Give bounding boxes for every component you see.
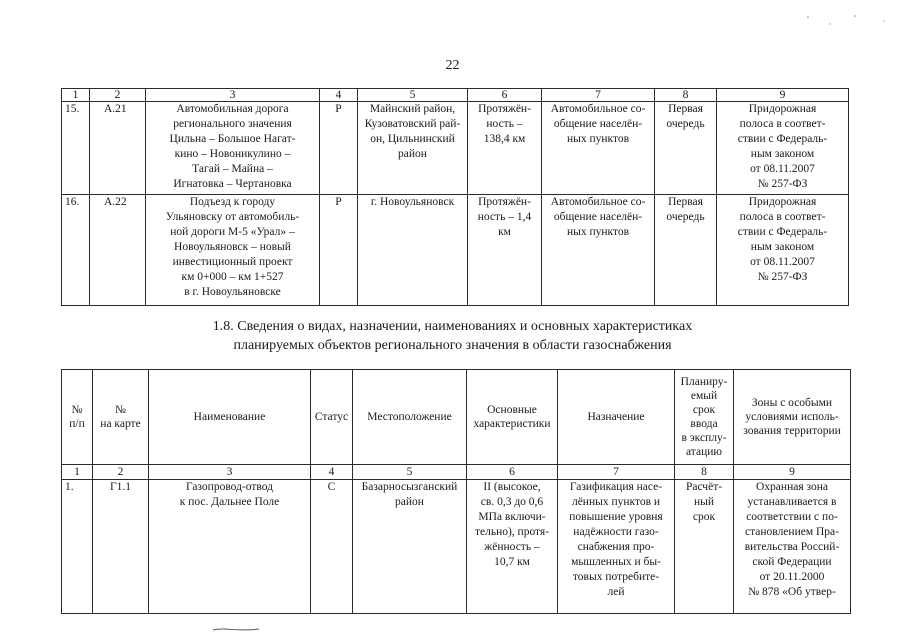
column-number: 8	[655, 89, 717, 102]
object-name	[146, 102, 320, 195]
text-line: Протяжён-	[478, 103, 531, 115]
text-line: ным законом	[750, 241, 815, 253]
section-title	[0, 317, 905, 355]
text-line: устанавливается в	[747, 496, 837, 508]
table2-column-numbers-row	[62, 465, 851, 480]
header-zones	[734, 370, 851, 465]
text-line: мышленных и бы-	[571, 556, 661, 568]
text-line: Придорожная	[748, 103, 817, 115]
object-status: С	[311, 480, 353, 614]
column-number: 9	[734, 465, 851, 480]
column-number: 9	[717, 89, 849, 102]
object-characteristics	[468, 195, 542, 306]
text-line: км 0+000 – км 1+527	[181, 271, 284, 283]
text-line: Игнатовка – Чертановка	[173, 178, 292, 190]
object-characteristics	[467, 480, 558, 614]
object-status: Р	[320, 102, 358, 195]
gas-supply-table	[61, 369, 851, 614]
text-line: ской Федерации	[752, 556, 832, 568]
text-line: срок	[692, 511, 716, 523]
text-line: надёжности газо-	[573, 526, 659, 538]
header-purpose	[558, 370, 675, 465]
text-line: район	[398, 148, 427, 160]
object-status: Р	[320, 195, 358, 306]
text-line: Тагай – Майна –	[192, 163, 273, 175]
text-line: общение населён-	[553, 211, 643, 223]
text-line: II (высокое,	[483, 481, 541, 493]
text-line: общение населён-	[553, 118, 643, 130]
text-line: Автомобильное со-	[550, 103, 646, 115]
text-line: ных пунктов	[566, 133, 630, 145]
object-term	[675, 480, 734, 614]
text-line: Наименование	[193, 411, 266, 423]
object-location	[353, 480, 467, 614]
column-number: 4	[320, 89, 358, 102]
text-line: Майнский район,	[369, 103, 456, 115]
object-location	[358, 195, 468, 306]
text-line: емый	[690, 390, 718, 402]
scan-artifact-mark	[213, 626, 259, 633]
column-number: 5	[353, 465, 467, 480]
text-line: очередь	[666, 211, 705, 223]
text-line: МПа включи-	[478, 511, 546, 523]
object-purpose	[558, 480, 675, 614]
column-number: 1	[62, 89, 90, 102]
text-line: ной дороги М-5 «Урал» –	[170, 226, 295, 238]
text-line: от 08.11.2007	[750, 163, 815, 175]
text-line: № 878 «Об утвер-	[748, 586, 836, 598]
text-line: Придорожная	[748, 196, 817, 208]
text-line: от 08.11.2007	[750, 256, 815, 268]
text-line: Протяжён-	[478, 196, 531, 208]
text-line: жённость –	[484, 541, 540, 553]
text-line: лённых пунктов и	[571, 496, 661, 508]
text-line: ствии с Федераль-	[737, 226, 828, 238]
text-line: атацию	[686, 446, 722, 458]
row-number: 15.	[62, 102, 90, 195]
object-name	[146, 195, 320, 306]
text-line: регионального значения	[173, 118, 292, 130]
text-line: Автомобильное со-	[550, 196, 646, 208]
column-number: 2	[90, 89, 146, 102]
section-title-line: планируемых объектов регионального значения в области газоснабжения	[233, 338, 672, 353]
text-line: Основные	[487, 404, 537, 416]
roads-table	[61, 88, 849, 306]
text-line: он, Цильнинский	[370, 133, 455, 145]
object-stage	[655, 102, 717, 195]
table-row	[62, 480, 851, 614]
text-line: к пос. Дальнее Поле	[179, 496, 280, 508]
object-stage	[655, 195, 717, 306]
text-line: ность –	[486, 118, 523, 130]
text-line: очередь	[666, 118, 705, 130]
text-line: товых потребите-	[572, 571, 660, 583]
text-line: повышение уровня	[569, 511, 663, 523]
object-purpose	[542, 102, 655, 195]
column-number: 7	[542, 89, 655, 102]
text-line: на карте	[100, 418, 141, 430]
object-zones	[734, 480, 851, 614]
text-line: ным законом	[750, 148, 815, 160]
text-line: ность – 1,4 км	[477, 211, 532, 238]
text-line: условиями исполь-	[745, 411, 839, 423]
column-number: 5	[358, 89, 468, 102]
row-number: 16.	[62, 195, 90, 306]
text-line: Планиру-	[680, 376, 728, 388]
text-line: Новоульяновск – новый	[174, 241, 291, 253]
column-number: 4	[311, 465, 353, 480]
text-line: Расчёт-	[685, 481, 723, 493]
text-line: тельно), протя-	[474, 526, 550, 538]
text-line: срок	[692, 404, 716, 416]
text-line: 10,7 км	[494, 556, 530, 568]
text-line: Газификация насе-	[569, 481, 663, 493]
column-number: 3	[149, 465, 311, 480]
table-row	[62, 195, 849, 306]
text-line: полоса в соответ-	[739, 211, 826, 223]
text-line: Охранная зона	[756, 481, 828, 493]
text-line: №	[71, 404, 83, 416]
text-line: Первая	[668, 196, 703, 208]
header-location	[353, 370, 467, 465]
header-term	[675, 370, 734, 465]
header-status	[311, 370, 353, 465]
page-number: 22	[445, 58, 460, 73]
object-zones	[717, 195, 849, 306]
text-line: 138,4 км	[483, 133, 526, 145]
object-code: А.21	[90, 102, 146, 195]
column-number: 3	[146, 89, 320, 102]
column-number: 6	[468, 89, 542, 102]
column-number: 1	[62, 465, 93, 480]
text-line: в эксплу-	[681, 432, 727, 444]
column-number: 6	[467, 465, 558, 480]
text-line: ный	[693, 496, 715, 508]
text-line: Цильна – Большое Нагат-	[169, 133, 296, 145]
object-name	[149, 480, 311, 614]
table2-header-row	[62, 370, 851, 465]
text-line: лей	[607, 586, 625, 598]
map-code: Г1.1	[93, 480, 149, 614]
text-line: п/п	[69, 418, 85, 430]
object-characteristics	[468, 102, 542, 195]
header-name	[149, 370, 311, 465]
text-line: Кузоватовский рай-	[364, 118, 461, 130]
scan-artifact-dots	[800, 12, 890, 62]
text-line: №	[115, 404, 126, 416]
text-line: от 20.11.2000	[759, 571, 825, 583]
header-num	[62, 370, 93, 465]
text-line: Местоположение	[367, 411, 452, 423]
text-line: кино – Новоникулино –	[174, 148, 291, 160]
object-purpose	[542, 195, 655, 306]
text-line: ных пунктов	[566, 226, 630, 238]
text-line: ввода	[690, 418, 718, 430]
text-line: район	[395, 496, 424, 508]
text-line: № 257-ФЗ	[757, 178, 808, 190]
text-line: Назначение	[587, 411, 645, 423]
column-number: 7	[558, 465, 675, 480]
text-line: характеристики	[473, 418, 551, 430]
text-line: Первая	[668, 103, 703, 115]
table1-column-numbers-row	[62, 89, 849, 102]
text-line: св. 0,3 до 0,6	[480, 496, 544, 508]
text-line: ствии с Федераль-	[737, 133, 828, 145]
section-title-line: 1.8. Сведения о видах, назначении, наименованиях и основных характеристиках	[212, 319, 693, 334]
text-line: вительства Россий-	[744, 541, 840, 553]
text-line: Газопровод-отвод	[185, 481, 274, 493]
text-line: снабжения про-	[577, 541, 655, 553]
column-number: 2	[93, 465, 149, 480]
text-line: Ульяновску от автомобиль-	[165, 211, 300, 223]
text-line: соответствии с по-	[746, 511, 838, 523]
text-line: Зоны с особыми	[751, 397, 833, 409]
object-code: А.22	[90, 195, 146, 306]
text-line: г. Новоульяновск	[370, 196, 455, 208]
text-line: становлением Пра-	[745, 526, 839, 538]
text-line: зования территории	[743, 425, 841, 437]
text-line: Базарносызганский	[361, 481, 458, 493]
text-line: Статус	[314, 411, 349, 423]
text-line: полоса в соответ-	[739, 118, 826, 130]
object-zones	[717, 102, 849, 195]
text-line: Подъезд к городу	[189, 196, 276, 208]
table-row	[62, 102, 849, 195]
object-location	[358, 102, 468, 195]
text-line: № 257-ФЗ	[757, 271, 808, 283]
column-number: 8	[675, 465, 734, 480]
header-map-number	[93, 370, 149, 465]
text-line: Автомобильная дорога	[176, 103, 289, 115]
text-line: инвестиционный проект	[172, 256, 293, 268]
header-characteristics	[467, 370, 558, 465]
row-number: 1.	[62, 480, 93, 614]
text-line: в г. Новоульяновске	[184, 286, 281, 298]
